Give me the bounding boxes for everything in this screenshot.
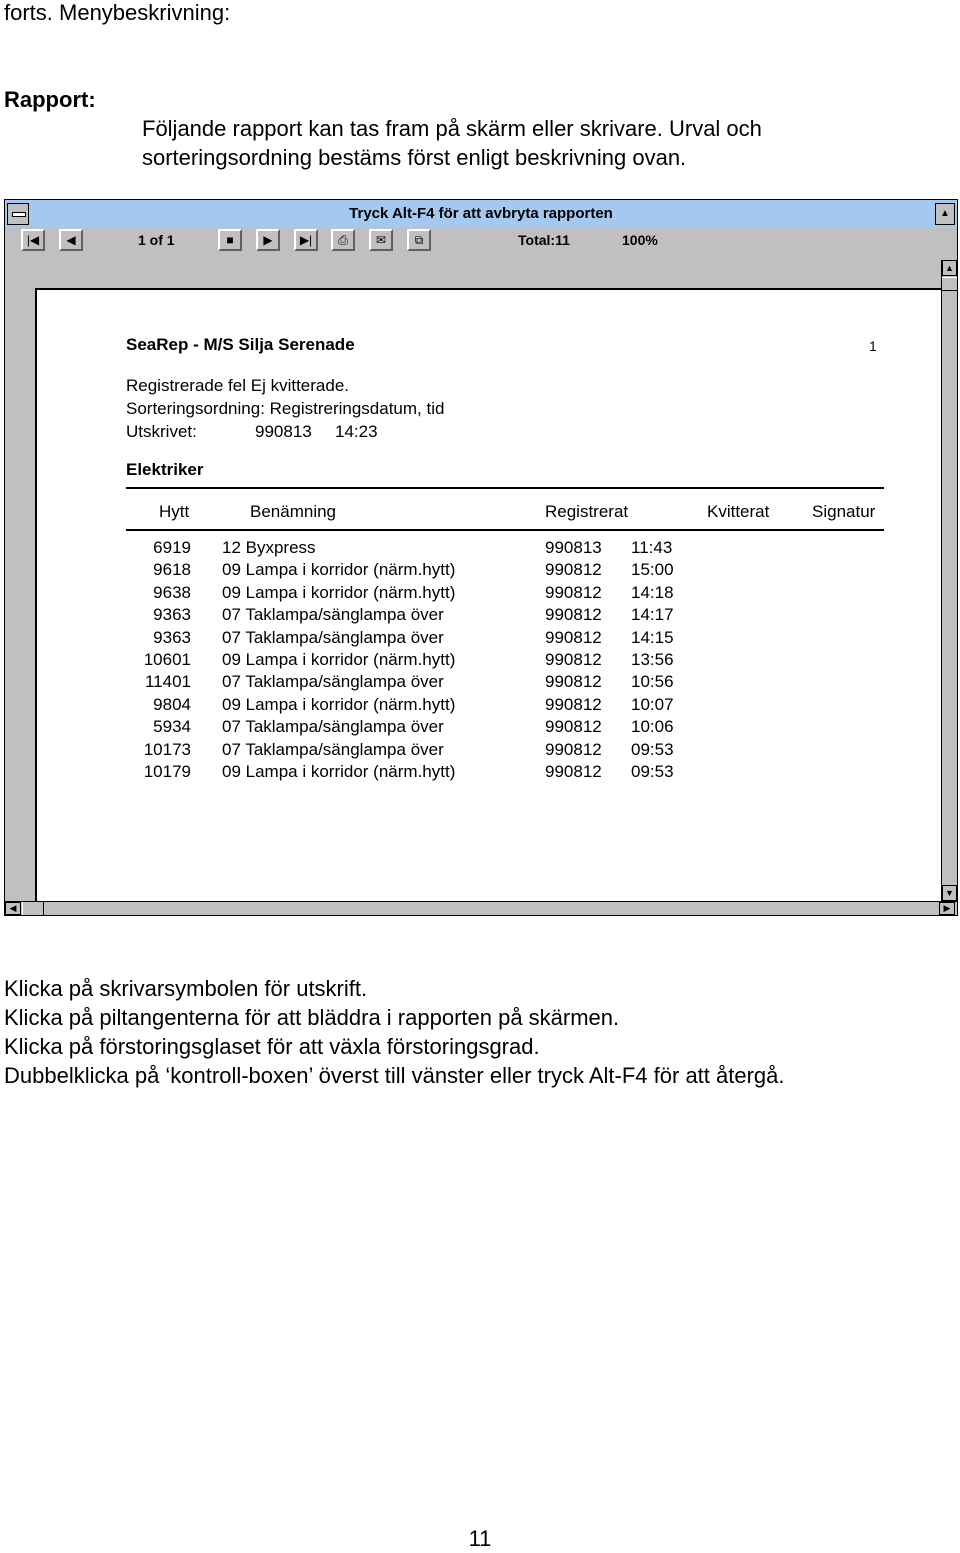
report-window (4, 199, 958, 916)
toolbar (5, 228, 957, 261)
cell-tid: 09:53 (631, 739, 674, 759)
cell-tid: 14:18 (631, 582, 674, 602)
report-info: Sorteringsordning: Registreringsdatum, tid (126, 399, 445, 418)
cell-datum: 990812 (545, 627, 602, 647)
intro-line: sorteringsordning bestäms först enligt beskrivning ovan. (142, 145, 687, 170)
cell-benamning: 07 Taklampa/sänglampa över (222, 739, 444, 759)
cell-hytt: 11401 (144, 672, 191, 692)
cell-hytt: 9363 (153, 605, 191, 625)
cell-hytt: 6919 (153, 538, 191, 557)
cell-hytt: 10173 (143, 739, 191, 759)
vertical-scrollbar[interactable] (941, 260, 957, 901)
column-header-hytt: Hytt (159, 502, 190, 521)
window-title: Tryck Alt-F4 för att avbryta rapporten (349, 205, 613, 222)
column-header-signatur: Signatur (812, 502, 876, 521)
document-header: forts. Menybeskrivning: (4, 0, 231, 25)
cell-hytt: 9638 (153, 582, 191, 602)
total-count: Total:11 (518, 232, 570, 248)
instruction-line: Klicka på piltangenterna för att bläddra i rapporten på skärmen. (4, 1005, 620, 1030)
page-number: 11 (468, 1526, 492, 1551)
instruction-line: Klicka på skrivarsymbolen för utskrift. (4, 976, 368, 1001)
cell-datum: 990812 (545, 650, 602, 669)
column-header-kvitterat: Kvitterat (707, 502, 770, 521)
table-row (37, 695, 917, 717)
report-info: Registrerade fel Ej kvitterade. (126, 376, 349, 395)
cell-tid: 09:53 (631, 762, 674, 781)
intro-paragraph (142, 114, 762, 172)
report-page (35, 288, 941, 901)
control-box[interactable] (7, 203, 29, 225)
scroll-up-icon[interactable]: ▲ (942, 260, 957, 276)
table-row (37, 583, 917, 605)
horizontal-scrollbar[interactable] (5, 901, 957, 915)
table-row (37, 717, 917, 739)
divider (126, 529, 884, 531)
zoom-level: 100% (622, 232, 658, 248)
cell-datum: 990812 (545, 605, 602, 625)
cell-benamning: 09 Lampa i korridor (närm.hytt) (222, 762, 456, 781)
scroll-left-icon[interactable]: ◀ (5, 902, 21, 915)
cell-datum: 990812 (545, 560, 602, 580)
table-row (37, 740, 917, 762)
printed-label: Utskrivet: (126, 422, 197, 441)
table-row (37, 605, 917, 627)
cell-benamning: 07 Taklampa/sänglampa över (222, 672, 444, 692)
table-row (37, 672, 917, 694)
scroll-right-icon[interactable]: ▶ (939, 902, 955, 915)
title-bar[interactable] (5, 200, 957, 228)
report-title: SeaRep - M/S Silja Serenade (126, 335, 355, 354)
cell-tid: 14:17 (631, 605, 674, 625)
printed-date: 990813 (255, 422, 312, 441)
table-row (37, 762, 917, 784)
page-indicator: 1 of 1 (138, 232, 175, 248)
cell-datum: 990812 (545, 694, 602, 714)
cell-benamning: 07 Taklampa/sänglampa över (222, 717, 444, 737)
table-row (37, 628, 917, 650)
last-page-icon[interactable]: ▶| (294, 229, 318, 251)
printer-icon[interactable]: ⎙ (331, 229, 355, 251)
report-viewport (5, 260, 957, 901)
vertical-scroll-thumb[interactable] (942, 277, 957, 291)
group-heading: Elektriker (126, 460, 204, 479)
maximize-button[interactable]: ▲ (935, 203, 955, 225)
zoom-toggle-icon[interactable]: ⧉ (407, 229, 431, 251)
horizontal-scroll-thumb[interactable] (22, 902, 44, 915)
previous-page-icon[interactable]: ◀ (59, 229, 83, 251)
cell-datum: 990812 (545, 739, 602, 759)
cell-tid: 15:00 (631, 560, 674, 580)
cell-hytt: 10179 (143, 762, 191, 781)
cell-datum: 990812 (545, 672, 602, 692)
cell-datum: 990813 (545, 538, 602, 557)
cell-benamning: 09 Lampa i korridor (närm.hytt) (222, 582, 456, 602)
cell-benamning: 07 Taklampa/sänglampa över (222, 605, 444, 625)
cell-hytt: 10601 (143, 650, 191, 669)
cell-tid: 10:06 (631, 717, 674, 737)
report-page-number: 1 (869, 338, 877, 354)
export-icon[interactable]: ✉ (369, 229, 393, 251)
cell-tid: 10:56 (631, 672, 674, 692)
cell-hytt: 9804 (153, 694, 191, 714)
cell-hytt: 9363 (153, 627, 191, 647)
cell-datum: 990812 (545, 582, 602, 602)
divider (126, 487, 884, 489)
cell-benamning: 12 Byxpress (222, 538, 316, 557)
cell-benamning: 09 Lampa i korridor (närm.hytt) (222, 560, 456, 580)
cell-tid: 13:56 (631, 650, 674, 669)
cell-tid: 10:07 (631, 694, 674, 714)
stop-icon[interactable]: ■ (218, 229, 242, 251)
cell-benamning: 07 Taklampa/sänglampa över (222, 627, 444, 647)
next-page-icon[interactable]: ▶ (256, 229, 280, 251)
instruction-line: Klicka på förstoringsglaset för att växla förstoringsgrad. (4, 1034, 540, 1059)
first-page-icon[interactable]: |◀ (21, 229, 45, 251)
cell-benamning: 09 Lampa i korridor (närm.hytt) (222, 650, 456, 669)
instruction-line: Dubbelklicka på ‘kontroll-boxen’ överst till vänster eller tryck Alt-F4 för att återgå. (4, 1063, 785, 1088)
cell-hytt: 9618 (153, 560, 191, 580)
section-label: Rapport: (4, 87, 96, 112)
table-row (37, 650, 917, 672)
scroll-down-icon[interactable]: ▼ (942, 885, 957, 901)
printed-time: 14:23 (335, 422, 378, 441)
table-row (37, 538, 917, 560)
cell-datum: 990812 (545, 717, 602, 737)
column-header-registrerat: Registrerat (545, 502, 629, 521)
cell-benamning: 09 Lampa i korridor (närm.hytt) (222, 694, 456, 714)
cell-datum: 990812 (545, 762, 602, 781)
column-header-benamning: Benämning (250, 502, 337, 521)
instructions (4, 974, 785, 1090)
cell-hytt: 5934 (153, 717, 191, 737)
intro-line: Följande rapport kan tas fram på skärm eller skrivare. Urval och (142, 116, 762, 141)
table-row (37, 560, 917, 582)
cell-tid: 11:43 (631, 538, 673, 557)
cell-tid: 14:15 (631, 627, 674, 647)
